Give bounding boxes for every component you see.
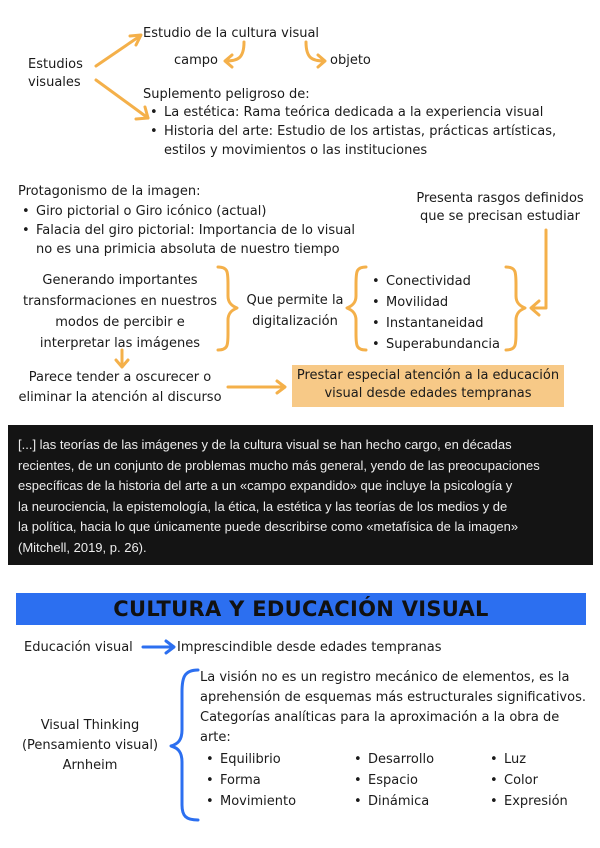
arrow-to-suplemento bbox=[96, 80, 148, 118]
list-item: • Superabundancia bbox=[370, 334, 500, 355]
quote-line: la política, hacia lo que únicamente puede describirse como «metafísica de la imagen» bbox=[18, 519, 519, 534]
estudios-visuales-label: Estudios visuales bbox=[28, 57, 83, 90]
imprescindible-text: Imprescindible desde edades tempranas bbox=[177, 640, 442, 655]
categorias-col-2 bbox=[352, 749, 434, 812]
quote-citation: (Mitchell, 2019, p. 26). bbox=[18, 539, 147, 555]
arrowhead-estudio-cultura bbox=[130, 35, 141, 45]
list-item: • Instantaneidad bbox=[370, 313, 500, 334]
list-item: • Historia del arte: Estudio de los artistas, prácticas artísticas, bbox=[148, 122, 588, 141]
list-item: • Equilibrio bbox=[204, 749, 296, 770]
protagonismo-list bbox=[20, 202, 355, 259]
list-item-continuation: estilos y movimientos o las instituciones bbox=[164, 143, 428, 158]
parece-text: Parece tender a oscurecer o eliminar la atención al discurso bbox=[18, 370, 222, 405]
arrowhead-suplemento bbox=[136, 107, 148, 119]
list-item: • Color bbox=[488, 770, 568, 791]
brace-rasgos-right bbox=[506, 267, 525, 350]
list-item-continuation: no es una primicia absoluta de nuestro tiempo bbox=[36, 242, 340, 257]
visual-thinking-label: Visual Thinking (Pensamiento visual) Arnheim bbox=[21, 718, 159, 773]
brace-generando bbox=[218, 267, 237, 350]
arrowhead-educacion bbox=[166, 641, 174, 653]
generando-text: Generando importantes transformaciones en nuestros modos de percibir e interpretar las imágenes bbox=[22, 273, 218, 351]
vision-paragraph: La visión no es un registro mecánico de elementos, es la aprehensión de esquemas más estructurales significativos. Categorías analíticas para la aproximación a la obra de arte: bbox=[200, 670, 586, 745]
quote-line: específicas de la historia del arte a un «campo expandido» que incluye la psicología y bbox=[18, 478, 513, 493]
categorias-col-3 bbox=[488, 749, 568, 812]
suplemento-list bbox=[148, 103, 588, 160]
protagonismo-heading: Protagonismo de la imagen: bbox=[18, 184, 201, 199]
categorias-col-1 bbox=[204, 749, 296, 812]
list-item: • Expresión bbox=[488, 791, 568, 812]
quote-line: recientes, de un conjunto de problemas mucho más general, yendo de las preocupaciones bbox=[18, 457, 540, 473]
arrowhead-campo bbox=[225, 55, 232, 67]
prestar-atencion-box: Prestar especial atención a la educación visual desde edades tempranas bbox=[296, 368, 560, 401]
presenta-rasgos: Presenta rasgos definidos que se precisan estudiar bbox=[416, 191, 584, 224]
list-item: • La estética: Rama teórica dedicada a la experiencia visual bbox=[148, 103, 588, 122]
list-item: • Movilidad bbox=[370, 292, 500, 313]
arrowhead-prestar bbox=[277, 381, 285, 393]
list-item: • Espacio bbox=[352, 770, 434, 791]
arrow-to-rasgos bbox=[532, 230, 546, 308]
quote-line: [...] las teorías de las imágenes y de la cultura visual se han hecho cargo, en décadas bbox=[18, 437, 512, 452]
list-item: • Movimiento bbox=[204, 791, 296, 812]
suplemento-heading: Suplemento peligroso de: bbox=[143, 87, 310, 102]
estudio-cultura-visual: Estudio de la cultura visual bbox=[143, 26, 320, 41]
section-banner-title: CULTURA Y EDUCACIÓN VISUAL bbox=[113, 597, 489, 621]
arrowhead-rasgos bbox=[531, 301, 539, 315]
rasgos-list bbox=[370, 271, 500, 355]
arrow-to-estudio-cultura bbox=[96, 36, 140, 66]
arrowhead-down-generando bbox=[116, 360, 128, 367]
list-item: • Giro pictorial o Giro icónico (actual) bbox=[20, 202, 355, 221]
list-item: • Desarrollo bbox=[352, 749, 434, 770]
permite-digitalizacion: Que permite la digitalización bbox=[246, 293, 344, 329]
list-item: • Dinámica bbox=[352, 791, 434, 812]
arrow-to-campo bbox=[226, 42, 244, 61]
educacion-visual-label: Educación visual bbox=[24, 640, 133, 655]
mitchell-quote bbox=[8, 425, 593, 565]
quote-line: la neurociencia, la epistemología, la ética, la estética y las teorías de los medios y de bbox=[18, 498, 508, 514]
arrowhead-objeto bbox=[318, 55, 325, 67]
list-item: • Falacia del giro pictorial: Importancia de lo visual bbox=[20, 221, 355, 240]
brace-visual-thinking bbox=[171, 670, 198, 820]
list-item: • Conectividad bbox=[370, 271, 500, 292]
objeto-label: objeto bbox=[330, 53, 371, 68]
list-item: • Luz bbox=[488, 749, 568, 770]
campo-label: campo bbox=[174, 53, 218, 68]
arrow-to-objeto bbox=[306, 42, 324, 61]
list-item: • Forma bbox=[204, 770, 296, 791]
